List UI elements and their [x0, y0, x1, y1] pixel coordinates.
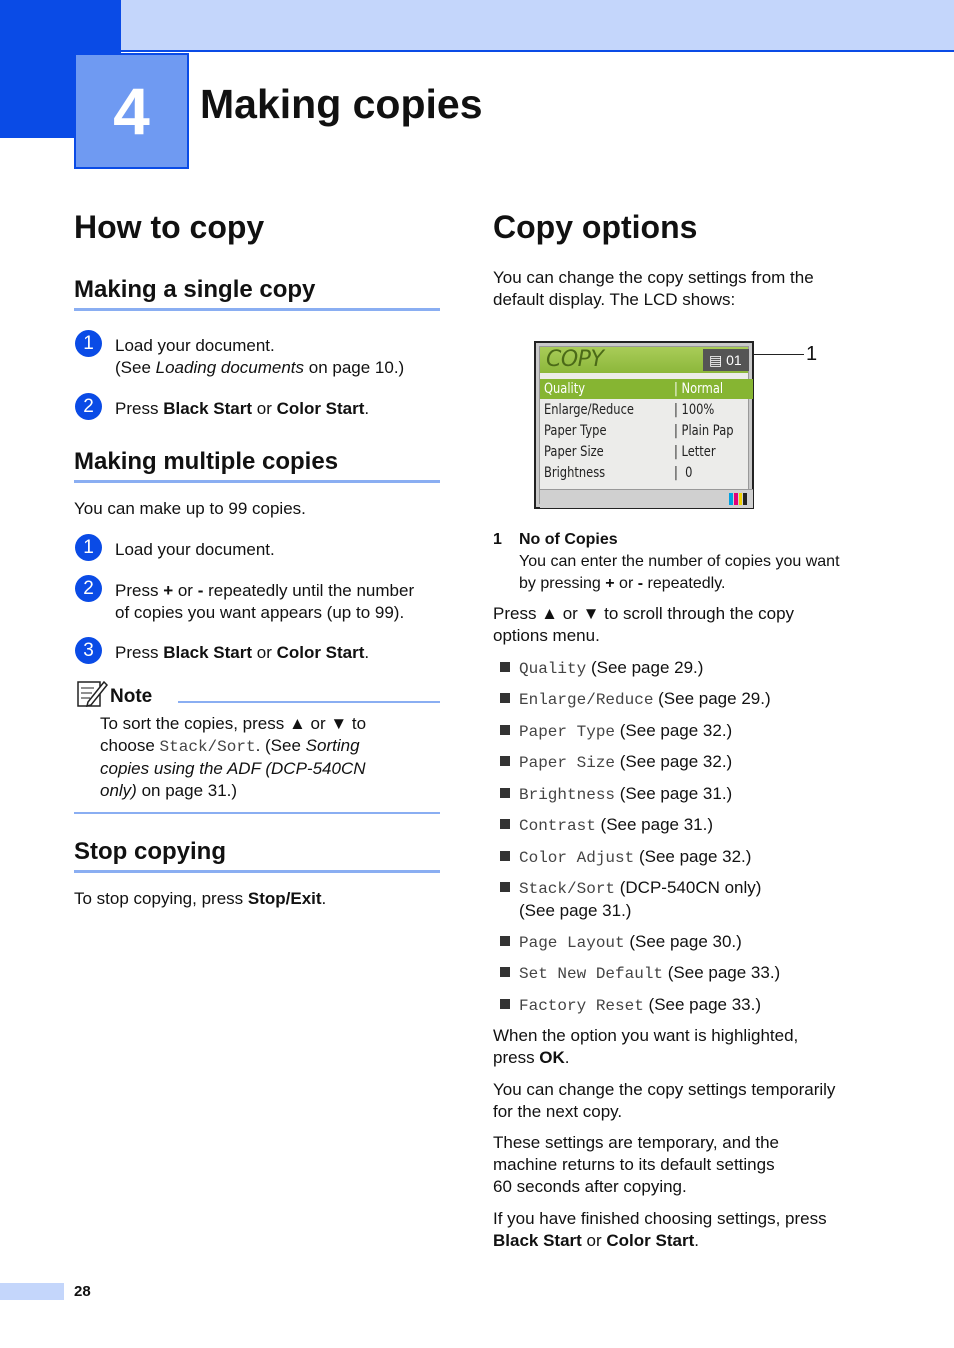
bullet [500, 693, 510, 703]
note-rule-bottom [74, 812, 440, 814]
chapter-number: 4 [113, 74, 150, 148]
bullet [500, 999, 510, 1009]
caption-text: You can enter the number of copies you want by pressing + or - repeatedly. [519, 553, 840, 592]
bullet [500, 882, 510, 892]
paragraph: These settings are temporary, and the machine returns to its default settings 60 seconds after copying. [493, 1133, 780, 1196]
document-icon: ▤ [709, 352, 723, 368]
step-number: 1 [75, 534, 102, 561]
footer-bar [0, 1283, 64, 1300]
caption-number: 1 [493, 531, 502, 548]
bullet [500, 967, 510, 977]
option-item: Brightness (See page 31.) [519, 784, 733, 804]
rule-multiple [74, 480, 440, 483]
lcd-row-value: | 0 [674, 465, 693, 481]
multiple-intro: You can make up to 99 copies. [74, 499, 306, 518]
bullet [500, 662, 510, 672]
lcd-row-label: Brightness [544, 465, 606, 481]
stop-text: To stop copying, press Stop/Exit. [74, 889, 327, 908]
option-item: Set New Default (See page 33.) [519, 963, 781, 983]
heading-how-to-copy: How to copy [74, 209, 265, 245]
lcd-display [534, 341, 754, 509]
lcd-title-bar [540, 347, 748, 373]
bullet [500, 819, 510, 829]
scroll-text: Press ▲ or ▼ to scroll through the copy options menu. [493, 604, 795, 645]
step-text: Press Black Start or Color Start. [115, 399, 370, 418]
lcd-row-value: | Plain Pap [674, 423, 734, 439]
lcd-row-label: Paper Type [544, 423, 607, 439]
note-pencil-icon [76, 678, 108, 714]
paragraph: If you have finished choosing settings, press Black Start or Color Start. [493, 1209, 827, 1250]
option-item: Color Adjust (See page 32.) [519, 847, 752, 867]
step-text: Load your document. [115, 540, 275, 559]
option-item: Page Layout (See page 30.) [519, 932, 742, 952]
option-item: Paper Size (See page 32.) [519, 752, 733, 772]
bullet [500, 725, 510, 735]
option-item: Contrast (See page 31.) [519, 815, 714, 835]
step-number: 1 [75, 330, 102, 357]
option-item: Stack/Sort (DCP-540CN only) (See page 31.) [519, 878, 762, 920]
paragraph: You can change the copy settings temporarily for the next copy. [493, 1080, 836, 1121]
rule-stop [74, 870, 440, 873]
option-item: Enlarge/Reduce (See page 29.) [519, 689, 771, 709]
step-number: 2 [75, 575, 102, 602]
header-band [121, 0, 954, 52]
bullet [500, 851, 510, 861]
heading-copy-options: Copy options [493, 209, 698, 245]
bullet [500, 788, 510, 798]
lcd-row-label: Paper Size [544, 444, 604, 460]
step-text: Press Black Start or Color Start. [115, 643, 370, 662]
page-number: 28 [74, 1283, 91, 1300]
ink-level-icon [729, 493, 747, 505]
bullet [500, 756, 510, 766]
caption-title: No of Copies [519, 531, 618, 548]
heading-single-copy: Making a single copy [74, 276, 316, 303]
lcd-copy-count: ▤ 01 [703, 349, 749, 371]
chapter-number-box [74, 53, 189, 169]
heading-multiple-copies: Making multiple copies [74, 448, 339, 475]
lcd-title: COPY [546, 347, 604, 372]
lcd-row-label: Enlarge/Reduce [544, 402, 634, 418]
bullet [500, 936, 510, 946]
step-text: Press + or - repeatedly until the number of copies you want appears (up to 99). [115, 581, 415, 622]
heading-stop-copying: Stop copying [74, 838, 226, 865]
lcd-row-label: Quality [544, 381, 586, 397]
lcd-row-value: | Normal [674, 381, 724, 397]
lcd-row-value: | 100% [674, 402, 715, 418]
callout-line [752, 354, 804, 355]
rule-single [74, 308, 440, 311]
note-label: Note [110, 686, 153, 707]
option-item: Factory Reset (See page 33.) [519, 995, 762, 1015]
paragraph: When the option you want is highlighted, press OK. [493, 1026, 799, 1067]
chapter-title: Making copies [200, 81, 483, 127]
step-number: 2 [75, 393, 102, 420]
step-line: Load your document. [115, 336, 275, 355]
option-item: Quality (See page 29.) [519, 658, 704, 678]
lcd-row-value: | Letter [674, 444, 716, 460]
callout-number: 1 [806, 343, 818, 365]
note-text: To sort the copies, press ▲ or ▼ to choose Stack/Sort. (See Sorting copies using the ADF (DCP-540CN only) on page 31.) [100, 714, 367, 800]
step-text [115, 335, 404, 379]
note-rule-top [178, 701, 440, 703]
options-intro: You can change the copy settings from the default display. The LCD shows: [493, 268, 814, 309]
option-item: Paper Type (See page 32.) [519, 721, 733, 741]
step-line: (See Loading documents on page 10.) [115, 358, 405, 377]
lcd-status-bar [540, 489, 753, 508]
step-number: 3 [75, 637, 102, 664]
